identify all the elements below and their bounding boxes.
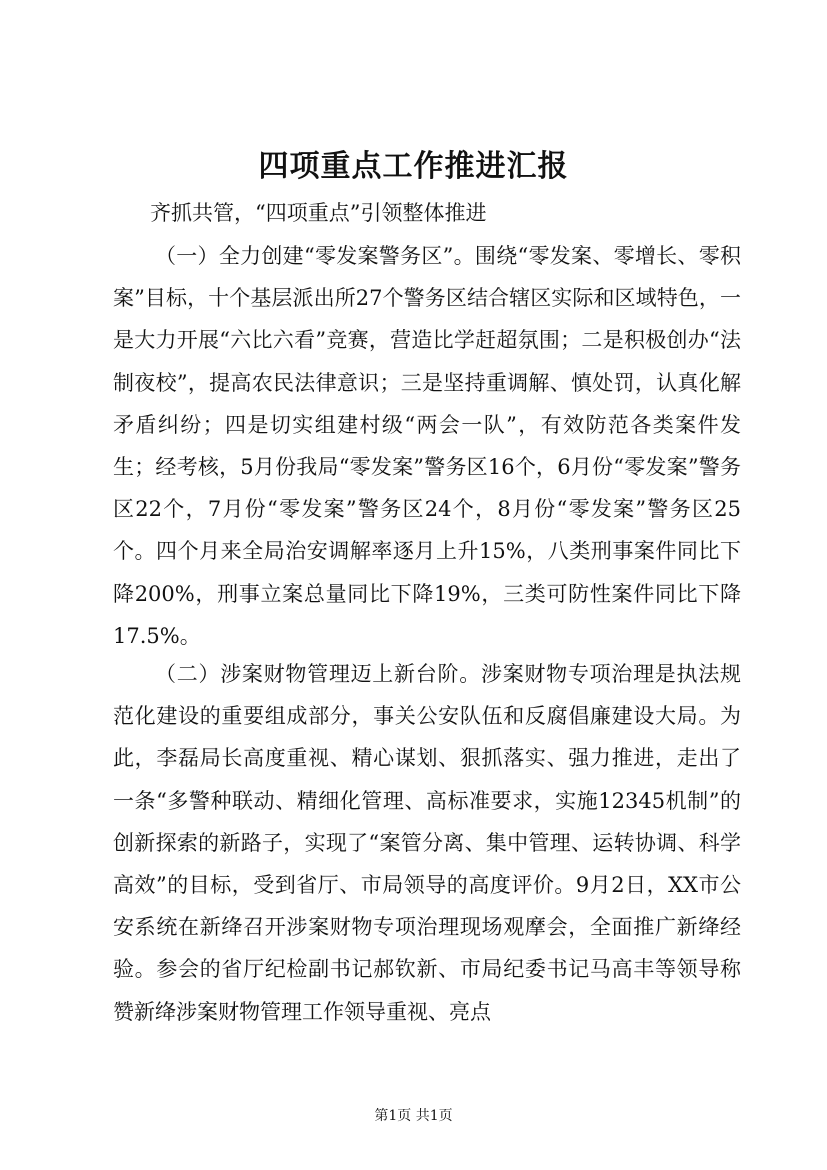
section-subtitle: 齐抓共管，“四项重点”引领整体推进 [150, 201, 487, 225]
paragraph-case-property-management: （二）涉案财物管理迈上新台阶。涉案财物专项治理是执法规范化建设的重要组成部分，事关公安队伍和反腐倡廉建设大局。为此，李磊局长高度重视、精心谋划、狠抓落实、强力推进，走出了一条“多警种联动、精细化管理、高标准要求，实施12345机制”的创新探索的新路子，实现了“案管分离、集中管理、运转协调、科学高效”的目标，受到省厅、市局领导的高度评价。9月2日，XX市公安系统在新绛召开涉案财物专项治理现场观摩会，全面推广新绛经验。参会的省厅纪检副书记郝钦新、市局纪委书记马高丰等领导称赞新绛涉案财物管理工作领导重视、亮点 [113, 662, 741, 1024]
paragraph-zero-crime-zones: （一）全力创建“零发案警务区”。围绕“零发案、零增长、零积案”目标，十个基层派出所27个警务区结合辖区实际和区域特色，一是大力开展“六比六看”竞赛，营造比学赶超氛围；二是积极创办“法制夜校”，提高农民法律意识；三是坚持重调解、慎处罚，认真化解矛盾纠纷；四是切实组建村级“两会一队”，有效防范各类案件发生；经考核，5月份我局“零发案”警务区16个，6月份“零发案”警务区22个，7月份“零发案”警务区24个，8月份“零发案”警务区25个。四个月来全局治安调解率逐月上升15%，八类刑事案件同比下降200%，刑事立案总量同比下降19%，三类可防性案件同比下降17.5%。 [113, 244, 742, 648]
document-title: 四项重点工作推进汇报 [258, 149, 569, 184]
page-number-footer: 第1页 共1页 [374, 1108, 453, 1124]
